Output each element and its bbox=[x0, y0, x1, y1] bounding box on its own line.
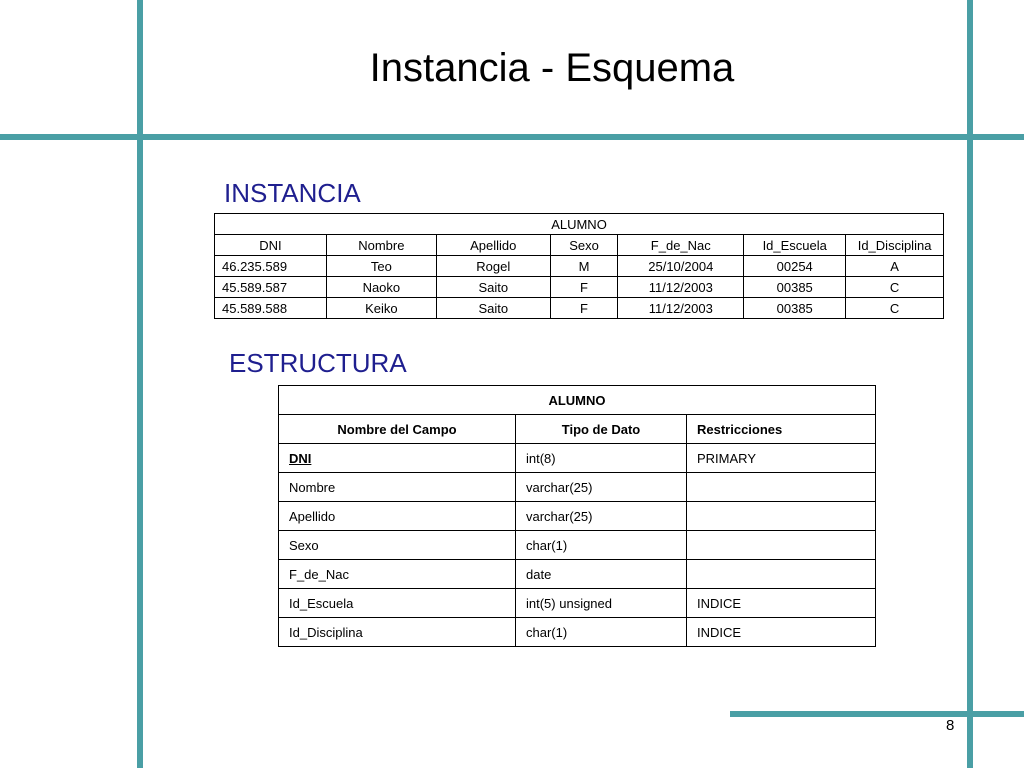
table-cell bbox=[687, 502, 876, 531]
table-cell: INDICE bbox=[687, 618, 876, 647]
estructura-heading: ESTRUCTURA bbox=[229, 348, 407, 378]
table-cell: date bbox=[516, 560, 687, 589]
table-row bbox=[279, 531, 876, 560]
table-cell: 00254 bbox=[744, 256, 846, 277]
column-header: Sexo bbox=[550, 235, 618, 256]
table-cell: Rogel bbox=[436, 256, 550, 277]
table-row bbox=[215, 256, 944, 277]
instancia-table-title: ALUMNO bbox=[215, 214, 944, 235]
estructura-table bbox=[278, 385, 876, 647]
table-cell: 00385 bbox=[744, 277, 846, 298]
table-row bbox=[279, 444, 876, 473]
table-cell: Apellido bbox=[279, 502, 516, 531]
column-header: Tipo de Dato bbox=[516, 415, 687, 444]
table-cell: F bbox=[550, 277, 618, 298]
table-cell: 11/12/2003 bbox=[618, 277, 744, 298]
table-row bbox=[279, 502, 876, 531]
column-header: Id_Disciplina bbox=[846, 235, 944, 256]
table-cell: 45.589.587 bbox=[215, 277, 327, 298]
table-cell: 45.589.588 bbox=[215, 298, 327, 319]
estructura-header-row bbox=[279, 415, 876, 444]
column-header: Restricciones bbox=[687, 415, 876, 444]
table-cell: 25/10/2004 bbox=[618, 256, 744, 277]
table-cell: DNI bbox=[279, 444, 516, 473]
table-cell: int(8) bbox=[516, 444, 687, 473]
table-cell: varchar(25) bbox=[516, 473, 687, 502]
table-cell: Sexo bbox=[279, 531, 516, 560]
column-header: F_de_Nac bbox=[618, 235, 744, 256]
page-number: 8 bbox=[946, 717, 955, 734]
table-cell: char(1) bbox=[516, 531, 687, 560]
table-row bbox=[279, 473, 876, 502]
table-cell: M bbox=[550, 256, 618, 277]
instancia-heading: INSTANCIA bbox=[224, 178, 361, 208]
page-title: Instancia - Esquema bbox=[369, 46, 735, 90]
table-cell: 00385 bbox=[744, 298, 846, 319]
instancia-header-row bbox=[215, 235, 944, 256]
bottom-horizontal-rule bbox=[730, 711, 1024, 717]
column-header: Nombre del Campo bbox=[279, 415, 516, 444]
top-horizontal-rule bbox=[0, 134, 1024, 140]
column-header: Nombre bbox=[326, 235, 436, 256]
table-cell: varchar(25) bbox=[516, 502, 687, 531]
table-cell: Id_Escuela bbox=[279, 589, 516, 618]
table-cell: Saito bbox=[436, 277, 550, 298]
instancia-table bbox=[214, 213, 944, 319]
column-header: DNI bbox=[215, 235, 327, 256]
table-cell: C bbox=[846, 277, 944, 298]
table-cell: C bbox=[846, 298, 944, 319]
table-cell: A bbox=[846, 256, 944, 277]
table-row bbox=[279, 560, 876, 589]
table-cell: PRIMARY bbox=[687, 444, 876, 473]
table-cell: char(1) bbox=[516, 618, 687, 647]
table-row bbox=[215, 298, 944, 319]
table-cell: Naoko bbox=[326, 277, 436, 298]
table-cell bbox=[687, 531, 876, 560]
table-row bbox=[279, 618, 876, 647]
table-cell: Id_Disciplina bbox=[279, 618, 516, 647]
table-cell: Saito bbox=[436, 298, 550, 319]
table-cell: int(5) unsigned bbox=[516, 589, 687, 618]
table-cell: Teo bbox=[326, 256, 436, 277]
column-header: Apellido bbox=[436, 235, 550, 256]
table-cell: F bbox=[550, 298, 618, 319]
table-cell: 46.235.589 bbox=[215, 256, 327, 277]
table-cell: Keiko bbox=[326, 298, 436, 319]
table-cell: 11/12/2003 bbox=[618, 298, 744, 319]
table-row bbox=[279, 589, 876, 618]
table-cell bbox=[687, 473, 876, 502]
table-cell: INDICE bbox=[687, 589, 876, 618]
table-row bbox=[215, 277, 944, 298]
column-header: Id_Escuela bbox=[744, 235, 846, 256]
table-cell: F_de_Nac bbox=[279, 560, 516, 589]
table-cell: Nombre bbox=[279, 473, 516, 502]
table-cell bbox=[687, 560, 876, 589]
left-vertical-rule bbox=[137, 0, 143, 768]
estructura-table-title: ALUMNO bbox=[279, 386, 876, 415]
right-vertical-rule bbox=[967, 0, 973, 768]
